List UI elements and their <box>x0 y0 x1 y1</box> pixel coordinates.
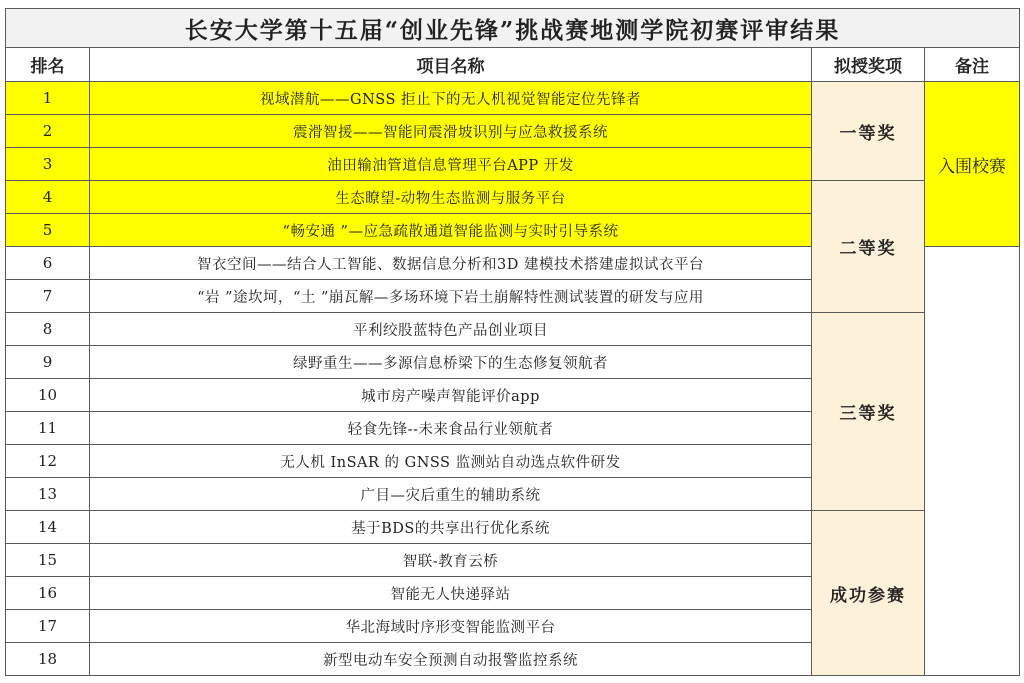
rank-cell: 6 <box>6 247 90 280</box>
rank-cell: 9 <box>6 346 90 379</box>
header-project: 项目名称 <box>90 48 812 82</box>
rank-cell: 15 <box>6 544 90 577</box>
project-cell: “岩 ”途坎坷，“土 ”崩瓦解—多场环境下岩土崩解特性测试装置的研发与应用 <box>90 280 812 313</box>
project-cell: 震滑智援——智能同震滑坡识别与应急救援系统 <box>90 115 812 148</box>
project-cell: 轻食先锋--未来食品行业领航者 <box>90 412 812 445</box>
table-row <box>6 181 1020 214</box>
award-third: 三等奖 <box>812 313 925 511</box>
header-award: 拟授奖项 <box>812 48 925 82</box>
project-cell: 城市房产噪声智能评价app <box>90 379 812 412</box>
project-cell: “畅安通 ”—应急疏散通道智能监测与实时引导系统 <box>90 214 812 247</box>
award-first: 一等奖 <box>812 82 925 181</box>
rank-cell: 16 <box>6 577 90 610</box>
project-cell: 新型电动车安全预测自动报警监控系统 <box>90 643 812 676</box>
rank-cell: 10 <box>6 379 90 412</box>
project-cell: 视域潜航——GNSS 拒止下的无人机视觉智能定位先锋者 <box>90 82 812 115</box>
rank-cell: 7 <box>6 280 90 313</box>
project-cell: 智联-教育云桥 <box>90 544 812 577</box>
project-cell: 华北海域时序形变智能监测平台 <box>90 610 812 643</box>
table-row <box>6 313 1020 346</box>
rank-cell: 12 <box>6 445 90 478</box>
rank-cell: 11 <box>6 412 90 445</box>
rank-cell: 1 <box>6 82 90 115</box>
rank-cell: 3 <box>6 148 90 181</box>
note-finalist: 入围校赛 <box>925 82 1020 247</box>
project-cell: 广目—灾后重生的辅助系统 <box>90 478 812 511</box>
rank-cell: 5 <box>6 214 90 247</box>
table-row <box>6 511 1020 544</box>
project-cell: 基于BDS的共享出行优化系统 <box>90 511 812 544</box>
award-participation: 成功参赛 <box>812 511 925 676</box>
header-note: 备注 <box>925 48 1020 82</box>
rank-cell: 2 <box>6 115 90 148</box>
rank-cell: 4 <box>6 181 90 214</box>
rank-cell: 13 <box>6 478 90 511</box>
note-empty <box>925 247 1020 676</box>
project-cell: 无人机 InSAR 的 GNSS 监测站自动选点软件研发 <box>90 445 812 478</box>
rank-cell: 14 <box>6 511 90 544</box>
rank-cell: 8 <box>6 313 90 346</box>
project-cell: 绿野重生——多源信息桥梁下的生态修复领航者 <box>90 346 812 379</box>
award-second: 二等奖 <box>812 181 925 313</box>
header-rank: 排名 <box>6 48 90 82</box>
rank-cell: 18 <box>6 643 90 676</box>
project-cell: 平利绞股蓝特色产品创业项目 <box>90 313 812 346</box>
rank-cell: 17 <box>6 610 90 643</box>
project-cell: 油田输油管道信息管理平台APP 开发 <box>90 148 812 181</box>
project-cell: 智衣空间——结合人工智能、数据信息分析和3D 建模技术搭建虚拟试衣平台 <box>90 247 812 280</box>
results-table <box>5 8 1020 676</box>
project-cell: 智能无人快递驿站 <box>90 577 812 610</box>
sheet-title: 长安大学第十五届“创业先锋”挑战赛地测学院初赛评审结果 <box>6 9 1020 48</box>
project-cell: 生态瞭望-动物生态监测与服务平台 <box>90 181 812 214</box>
table-row <box>6 82 1020 115</box>
